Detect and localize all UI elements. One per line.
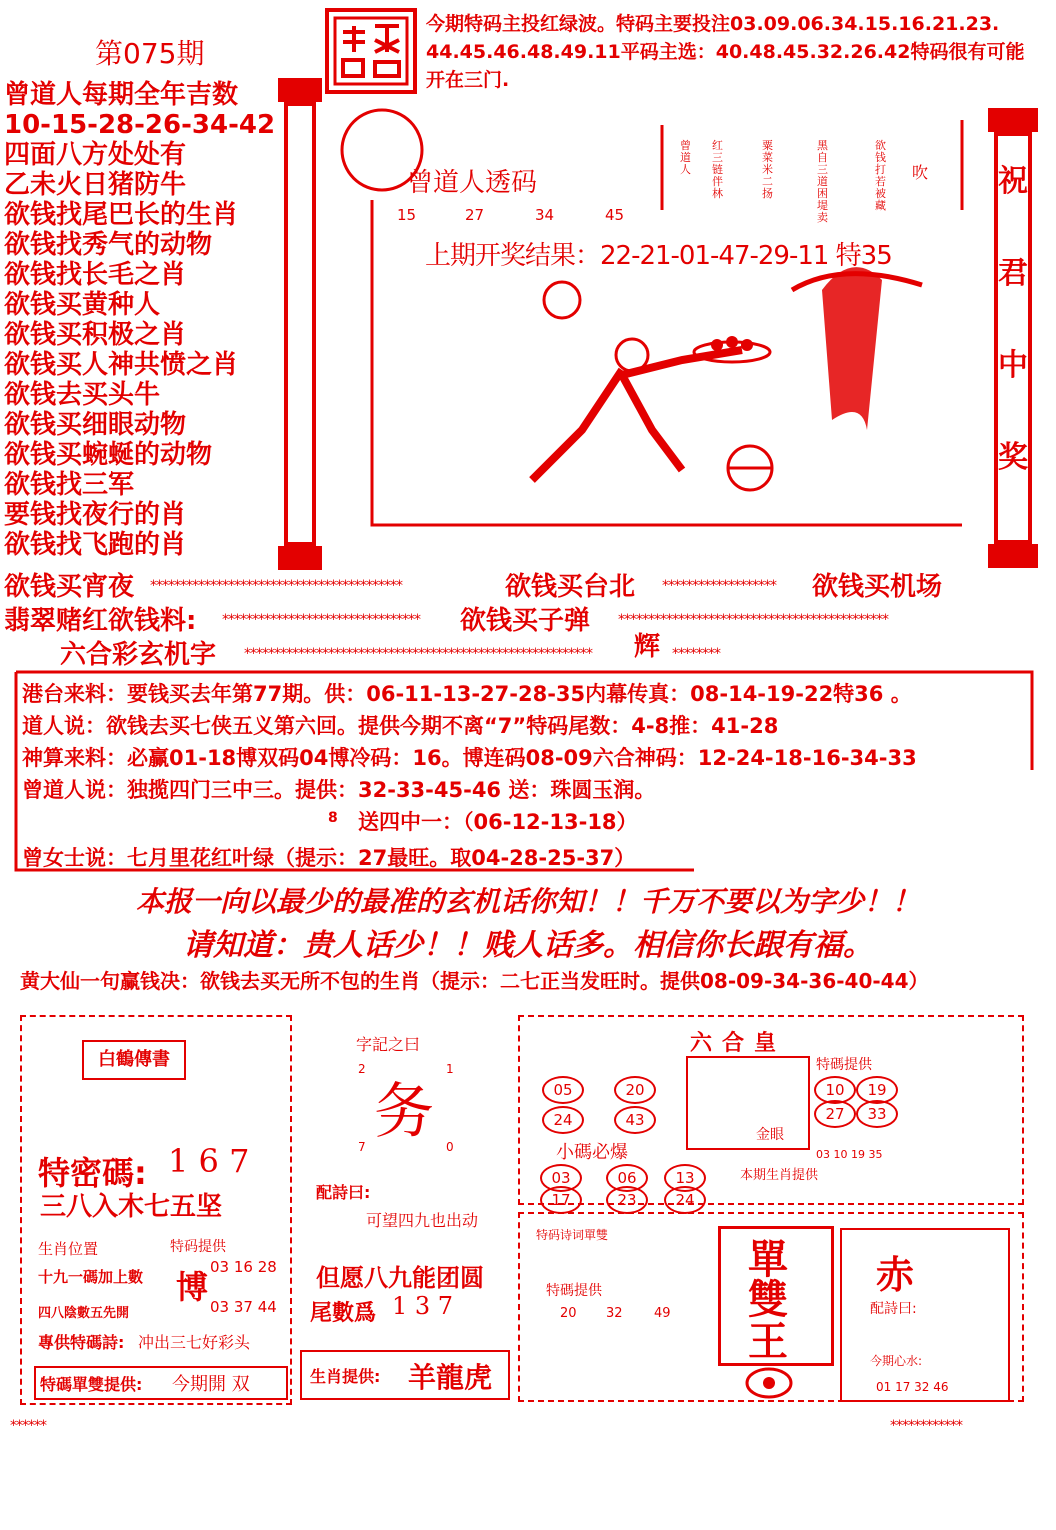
golden-box [686, 1056, 810, 1150]
right-poem-label: 配詩曰: [870, 1301, 917, 1317]
header-note-line2: 44.45.46.48.49.11平码主选：40.48.45.32.26.42特码很有可能 [426, 41, 1025, 63]
zodiac-label: 生肖提供: [310, 1367, 381, 1386]
star-divider: ******** [672, 646, 720, 662]
poem-column: 粟菜米二扬 [762, 139, 773, 200]
riddle-item: 欲钱买人神共愤之肖 [4, 350, 239, 380]
bottom-divider-left: ****** [10, 1418, 46, 1434]
wish-text: 但愿八九能团圆 [316, 1264, 484, 1292]
row3-b: 辉 [634, 632, 661, 662]
info-line: 神算来料：必赢01-18博双码04博冷码：16。博连码08-09六合神码：12-24-18-16-34-33 [22, 746, 917, 770]
number-ball: 27 [814, 1100, 856, 1128]
riddle-item: 欲钱找长毛之肖 [4, 260, 187, 290]
tail-value: 1 3 7 [392, 1292, 454, 1320]
poem-box-num: 32 [606, 1306, 623, 1321]
six-king-header: 六合皇 [690, 1031, 787, 1056]
number-ball: 19 [856, 1076, 898, 1104]
poem-box-title: 特码诗词單雙 [536, 1228, 609, 1242]
poem-label: 專供特碼詩: [38, 1333, 125, 1352]
riddle-item: 欲钱买蜿蜒的动物 [4, 440, 213, 470]
heart-label: 今期心水: [870, 1354, 923, 1368]
number-ball: 20 [614, 1076, 656, 1104]
scroll-char: 祝 [998, 164, 1028, 199]
bottom-divider-right: ************ [890, 1418, 962, 1434]
info-box [14, 670, 1044, 875]
poem-box-num: 20 [560, 1306, 577, 1321]
row1-b: 欲钱买台北 [505, 572, 636, 602]
riddle-item: 曾道人每期全年吉数 [4, 80, 239, 110]
zodiac-line-b: 四八陰數五先開 [38, 1306, 130, 1321]
right-feature-char: 赤 [876, 1253, 915, 1297]
feature-char: 务 [374, 1077, 434, 1147]
king-char: 王 [748, 1319, 788, 1365]
corner-num: 7 [358, 1140, 366, 1154]
riddle-item: 乙未火日猪防牛 [4, 170, 187, 200]
issue-number: 第075期 [95, 37, 205, 70]
seal-logo [325, 8, 417, 94]
single-double-value: 今期開 双 [172, 1374, 250, 1395]
star-divider: ********************************************************** [244, 646, 592, 662]
scroll-char: 中 [998, 348, 1028, 383]
tail-label: 尾數爲 [310, 1301, 377, 1326]
picture-number: 27 [465, 206, 485, 224]
char-title: 字記之曰 [356, 1035, 421, 1054]
small-burst-label: 小碼必爆 [556, 1142, 628, 1163]
number-ball: 23 [606, 1186, 648, 1214]
info-line: 道人说：欲钱去买七侠五义第六回。提供今期不离“7”特码尾数：4-8推：41-28 [22, 714, 779, 738]
number-ball: 24 [542, 1106, 584, 1134]
last-draw-result: 上期开奖结果：22-21-01-47-29-11 特35 [425, 241, 892, 271]
king-char: 雙 [748, 1277, 788, 1323]
heart-nums: 01 17 32 46 [876, 1380, 949, 1394]
star-divider: ********************************************* [618, 612, 888, 628]
row2-b: 欲钱买子弹 [460, 606, 591, 636]
number-ball: 24 [664, 1186, 706, 1214]
zodiac-value: 羊龍虎 [408, 1361, 493, 1394]
riddle-item: 欲钱买积极之肖 [4, 320, 187, 350]
zodiac-line-a: 十九一碼加上數 [38, 1268, 144, 1286]
row-label: 本期生肖提供 [740, 1168, 819, 1183]
poem-column: 黑自三道困堤卖 [817, 139, 828, 224]
poem-column: 曾道人 [680, 139, 691, 176]
poem-column: 红三链伴林 [712, 139, 723, 200]
star-divider: ********************************* [222, 612, 420, 628]
riddle-item: 欲钱找秀气的动物 [4, 230, 213, 260]
row1-c: 欲钱买机场 [812, 572, 943, 602]
mid-poem-label: 配詩曰: [316, 1183, 371, 1202]
number-ball: 17 [540, 1186, 582, 1214]
number-ball: 06 [606, 1164, 648, 1192]
riddle-item: 欲钱找尾巴长的生肖 [4, 200, 239, 230]
info-num8: 8 [328, 810, 338, 826]
slogan-line1: 本报一向以最少的最准的玄机话你知！！千万不要以为字少！！ [135, 885, 920, 918]
picture-number: 45 [605, 206, 625, 224]
picture-title: 曾道人透码 [407, 168, 538, 198]
riddle-item: 欲钱去买头牛 [4, 380, 161, 410]
special-code-value: 1 6 7 [168, 1142, 250, 1180]
special-code-label: 特密碼: [38, 1154, 147, 1192]
riddle-item: 欲钱找飞跑的肖 [4, 530, 187, 560]
row1-a: 欲钱买宵夜 [4, 572, 135, 602]
mid-poem-value: 可望四九也出动 [366, 1211, 479, 1230]
riddle-item: 欲钱买细眼动物 [4, 410, 187, 440]
corner-num: 2 [358, 1062, 366, 1076]
scroll-char: 君 [998, 256, 1028, 291]
riddle-list [4, 80, 276, 560]
code-provide-label: 特碼提供 [816, 1057, 872, 1073]
number-ball: 05 [542, 1076, 584, 1104]
bottom-left-tag: 白鶴傳書 [82, 1040, 186, 1080]
header-note-line1: 今期特码主投红绿波。特码主要投注03.09.06.34.15.16.21.23. [426, 13, 1000, 35]
bo-nums-2: 03 37 44 [210, 1298, 277, 1316]
number-ball: 33 [856, 1100, 898, 1128]
bo-nums-1: 03 16 28 [210, 1258, 277, 1276]
number-ball: 43 [614, 1106, 656, 1134]
info-line: 送四中一：（06-12-13-18） [358, 810, 638, 834]
info-line: 港台来料：要钱买去年第77期。供：06-11-13-27-28-35内幕传真：08-14-19-22特36 。 [22, 682, 912, 706]
riddle-item: 10-15-28-26-34-42 [4, 110, 276, 140]
illustration-panel [322, 100, 986, 530]
slogan-line2: 请知道：贵人话少！！贱人话多。相信你长跟有福。 [183, 928, 873, 963]
zodiac-position-label: 生肖位置 [38, 1240, 99, 1258]
corner-num: 0 [446, 1140, 454, 1154]
poem-box-label: 特碼提供 [546, 1283, 602, 1299]
header-note-line3: 开在三门. [426, 69, 510, 91]
info-line: 曾道人说：独揽四门三中三。提供：32-33-45-46 送：珠圆玉润。 [22, 778, 656, 802]
riddle-item: 要钱找夜行的肖 [4, 500, 187, 530]
riddle-item: 欲钱找三军 [4, 470, 135, 500]
number-ball: 03 [540, 1164, 582, 1192]
golden-label: 金眼 [756, 1127, 784, 1143]
star-divider: ****************************************** [150, 578, 402, 594]
poem-box-num: 49 [654, 1306, 671, 1321]
number-ball: 13 [664, 1164, 706, 1192]
left-scroll [278, 78, 322, 570]
huang-line: 黄大仙一句赢钱决：欲钱去买无所不包的生肖（提示：二七正当发旺时。提供08-09-34-36-40-44） [20, 969, 929, 993]
riddle-item: 欲钱买黄种人 [4, 290, 161, 320]
poem-column: 欲钱打若被藏 [875, 139, 886, 212]
header-note [426, 10, 1051, 94]
number-ball: 10 [814, 1076, 856, 1104]
row2-a: 翡翠赌红欲钱料: [4, 606, 197, 636]
bo-char: 博 [176, 1268, 209, 1306]
picture-number: 34 [535, 206, 555, 224]
scroll-char: 奖 [998, 440, 1028, 475]
bo-title: 特码提供 [170, 1239, 226, 1255]
king-char: 單 [748, 1237, 788, 1283]
info-line: 曾女士说：七月里花红叶绿（提示：27最旺。取04-28-25-37） [22, 846, 636, 870]
row3-a: 六合彩玄机字 [60, 640, 217, 670]
special-poem: 三八入木七五坚 [40, 1192, 223, 1222]
picture-number: 15 [397, 206, 417, 224]
single-double-label: 特碼單雙提供: [40, 1375, 143, 1394]
right-poem-box [840, 1228, 1010, 1402]
row-nums: 03 10 19 35 [816, 1148, 883, 1161]
flower-icon [744, 1366, 794, 1400]
star-divider: ******************* [662, 578, 776, 594]
poem-value: 冲出三七好彩头 [138, 1333, 251, 1352]
riddle-item: 四面八方处处有 [4, 140, 187, 170]
blow-label: 吹 [912, 163, 929, 182]
corner-num: 1 [446, 1062, 454, 1076]
right-scroll [988, 108, 1038, 568]
